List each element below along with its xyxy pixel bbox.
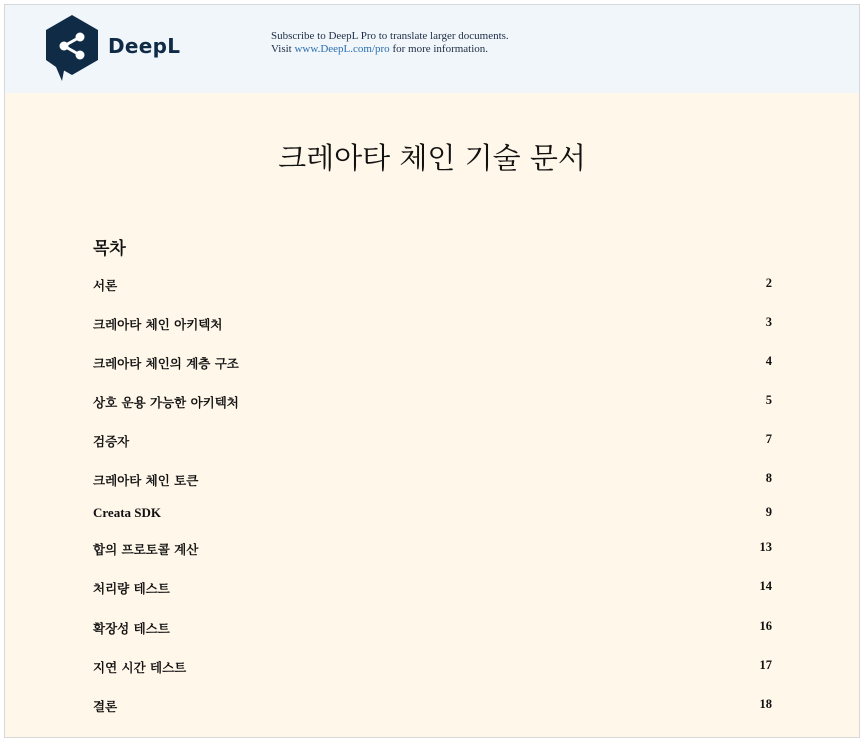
- toc-entry-label: 크레아타 체인의 계층 구조: [93, 356, 239, 371]
- toc-entry[interactable]: [93, 697, 772, 717]
- promo-line-2: [271, 43, 509, 56]
- toc-entry-page: 14: [759, 579, 772, 593]
- toc-heading: 목차: [93, 239, 126, 259]
- toc-entry-page: 2: [765, 276, 772, 290]
- toc-entry[interactable]: [93, 354, 772, 374]
- promo-visit: Visit: [271, 43, 295, 55]
- toc-entry[interactable]: [93, 432, 772, 452]
- document-title: 크레아타 체인 기술 문서: [278, 141, 586, 175]
- toc-entry-label: 합의 프로토콜 계산: [93, 542, 199, 557]
- toc-entry-page: 5: [765, 393, 772, 407]
- promo-line-1: Subscribe to DeepL Pro to translate larger documents.: [271, 30, 509, 42]
- toc-entry[interactable]: [93, 540, 772, 560]
- deepl-pro-link[interactable]: www.DeepL.com/pro: [294, 43, 390, 55]
- toc-entry[interactable]: [93, 393, 772, 413]
- toc-entry-label: 크레아타 체인 토큰: [93, 473, 199, 488]
- toc-entry-page: 7: [765, 432, 772, 446]
- deepl-logo-icon[interactable]: [42, 13, 102, 83]
- toc-entry-page: 13: [759, 540, 772, 554]
- toc-entry-label: Creata SDK: [93, 505, 162, 520]
- toc-entry-page: 18: [759, 697, 772, 711]
- toc-entry-page: 16: [759, 619, 772, 633]
- toc-entry[interactable]: [93, 579, 772, 599]
- toc-entry-label: 지연 시간 테스트: [93, 660, 187, 675]
- toc-entry-label: 크레아타 체인 아키텍처: [93, 317, 223, 332]
- deepl-banner: [5, 5, 859, 93]
- toc-entry-page: 17: [759, 658, 772, 672]
- toc-entry-label: 상호 운용 가능한 아키텍처: [93, 395, 239, 410]
- toc-entry-label: 서론: [93, 278, 118, 293]
- toc-entry[interactable]: [93, 471, 772, 491]
- toc-entry-page: 9: [765, 505, 772, 519]
- toc-entry-page: 3: [765, 315, 772, 329]
- toc-entry[interactable]: [93, 315, 772, 335]
- promo-tail: for more information.: [389, 43, 489, 55]
- toc-entry-page: 4: [765, 354, 772, 368]
- toc-entry-label: 확장성 테스트: [93, 621, 170, 636]
- toc-entry-label: 결론: [93, 699, 118, 714]
- toc-entry-page: 8: [765, 471, 772, 485]
- toc-entry-label: 검증자: [93, 434, 130, 449]
- toc-entry[interactable]: [93, 619, 772, 639]
- toc-entry[interactable]: [93, 276, 772, 296]
- document-page: [4, 4, 860, 738]
- deepl-wordmark: DeepL: [108, 34, 181, 58]
- promo-text: [271, 30, 509, 56]
- toc-entry[interactable]: [93, 658, 772, 678]
- toc-entry[interactable]: [93, 505, 772, 525]
- toc-entry-label: 처리량 테스트: [93, 581, 170, 596]
